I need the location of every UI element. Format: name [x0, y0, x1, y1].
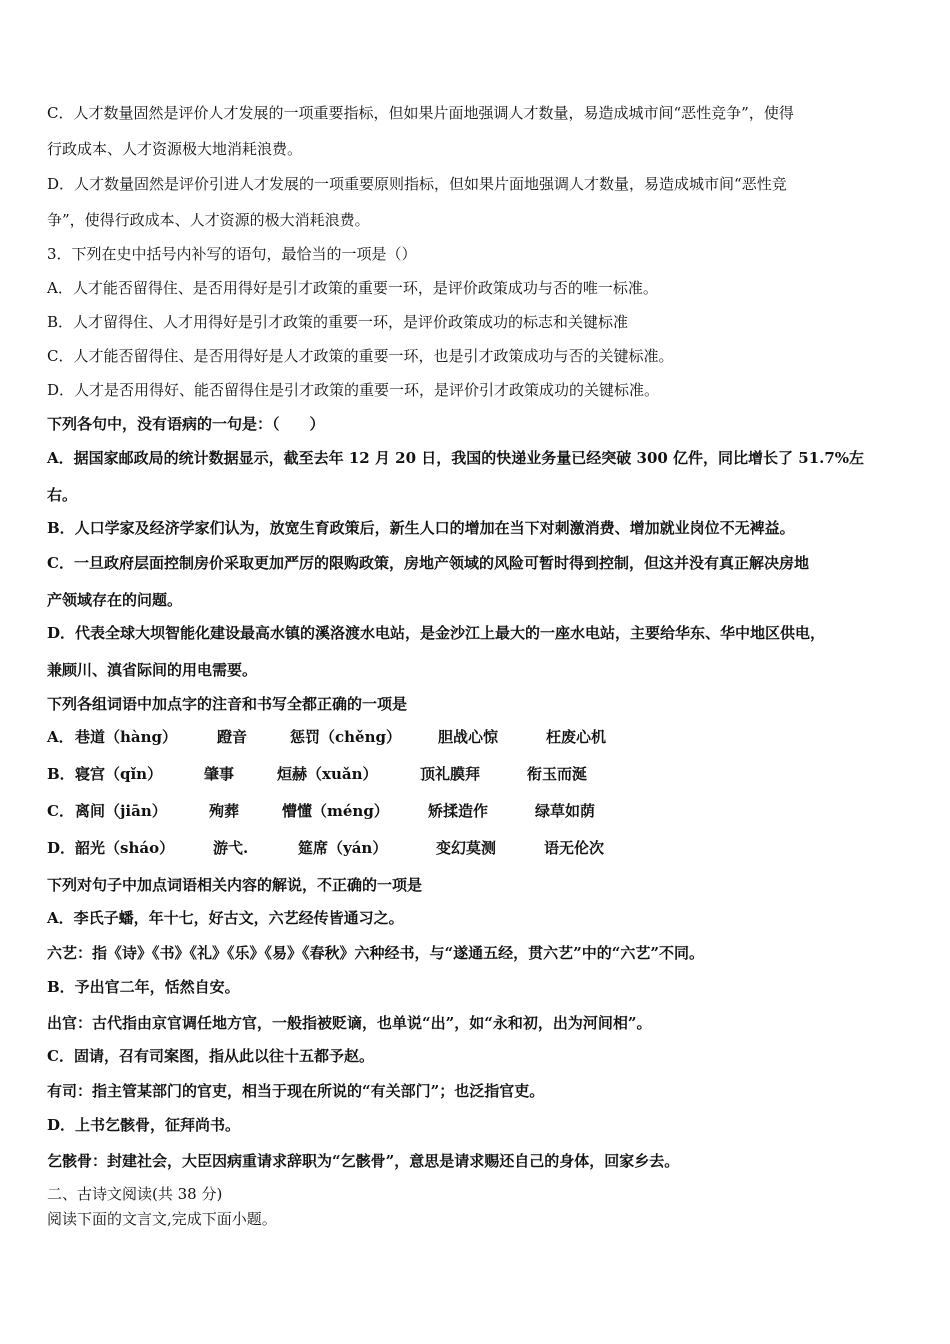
pinyin-term: 离间（jiān）	[75, 802, 167, 820]
q3-option-b: B．人才留得住、人才用得好是引才政策的重要一环，是评价政策成功的标志和关键标准	[47, 313, 629, 331]
pinyin-row-label: C．	[47, 802, 74, 820]
pinyin-term: 惩罚（chěng）	[290, 728, 401, 746]
grammar-option-c-line1: C．一旦政府层面控制房价采取更加严厉的限购政策，房地产领域的风险可暂时得到控制，但这并没有真正解决房地	[47, 554, 809, 572]
pinyin-row-label: A．	[47, 728, 74, 746]
explain-note-b: 出官：古代指由京官调任地方官，一般指被贬谪，也单说“出”，如“永和初，出为河间相”。	[47, 1014, 652, 1032]
pinyin-stem: 下列各组词语中加点字的注音和书写全都正确的一项是	[47, 695, 408, 713]
explain-note-d: 乞骸骨：封建社会，大臣因病重请求辞职为“乞骸骨”，意思是请求赐还自己的身体，回家乡去。	[47, 1152, 680, 1170]
q2-option-d-line1: D．人才数量固然是评价引进人才发展的一项重要原则指标，但如果片面地强调人才数量，易造成城市间“恶性竞	[47, 175, 787, 193]
pinyin-term: 衔玉而涎	[527, 765, 588, 783]
pinyin-term: 绿草如荫	[535, 802, 596, 820]
pinyin-term: 枉废心机	[546, 728, 607, 746]
pinyin-term: 筵席（yán）	[298, 839, 388, 857]
pinyin-term: 变幻莫测	[436, 839, 497, 857]
section2-title: 二、古诗文阅读(共 38 分)	[47, 1185, 223, 1203]
grammar-option-c-line2: 产领域存在的问题。	[47, 591, 183, 609]
section2-instruction: 阅读下面的文言文,完成下面小题。	[47, 1210, 277, 1228]
q2-option-c-line1: C．人才数量固然是评价人才发展的一项重要指标，但如果片面地强调人才数量，易造成城市间“恶性竞争”，使得	[47, 104, 794, 122]
q3-option-a: A．人才能否留得住、是否用得好是引才政策的重要一环，是评价政策成功与否的唯一标准。	[47, 279, 658, 297]
pinyin-term: 殉葬	[209, 802, 240, 820]
explain-stem: 下列对句子中加点词语相关内容的解说，不正确的一项是	[47, 876, 423, 894]
pinyin-term: 顶礼膜拜	[420, 765, 481, 783]
q3-option-d: D．人才是否用得好、能否留得住是引才政策的重要一环，是评价引才政策成功的关键标准。	[47, 381, 660, 399]
pinyin-term: 矫揉造作	[428, 802, 489, 820]
explain-option-c: C．固请，召有司案图，指从此以往十五都予赵。	[47, 1047, 374, 1065]
pinyin-term: 巷道（hàng）	[75, 728, 178, 746]
grammar-option-a-line1: A．据国家邮政局的统计数据显示，截至去年 12 月 20 日，我国的快递业务量已经突破 300 亿件，同比增长了 51.7%左	[47, 449, 865, 467]
pinyin-term: 蹬音	[217, 728, 248, 746]
q3-option-c: C．人才能否留得住、是否用得好是人才政策的重要一环，也是引才政策成功与否的关键标准。	[47, 347, 674, 365]
explain-note-a: 六艺：指《诗》《书》《礼》《乐》《易》《春秋》六种经书，与“遂通五经，贯六艺”中的“六艺”不同。	[47, 944, 705, 962]
pinyin-term: 语无伦次	[544, 839, 605, 857]
pinyin-term: 烜赫（xuǎn）	[277, 765, 378, 783]
grammar-stem: 下列各句中，没有语病的一句是：（ ）	[47, 415, 325, 433]
pinyin-row-label: B．	[47, 765, 75, 783]
explain-option-a: A．李氏子蟠，年十七，好古文，六艺经传皆通习之。	[47, 909, 404, 927]
pinyin-term: 游弋.	[213, 839, 249, 857]
q2-option-d-line2: 争”，使得行政成本、人才资源的极大消耗浪费。	[47, 211, 370, 229]
pinyin-term: 肇事	[204, 765, 235, 783]
pinyin-term: 寝宫（qǐn）	[75, 765, 163, 783]
pinyin-term: 懵懂（méng）	[282, 802, 389, 820]
explain-option-d: D．上书乞骸骨，征拜尚书。	[47, 1116, 241, 1134]
grammar-option-d-line1: D．代表全球大坝智能化建设最高水镇的溪洛渡水电站，是金沙江上最大的一座水电站，主要给华东、华中地区供电，	[47, 624, 826, 642]
explain-option-b: B．予出官二年，恬然自安。	[47, 978, 240, 996]
pinyin-term: 胆战心惊	[438, 728, 499, 746]
grammar-option-d-line2: 兼顾川、滇省际间的用电需要。	[47, 661, 258, 679]
grammar-option-a-line2: 右。	[47, 486, 78, 504]
pinyin-row-label: D．	[47, 839, 76, 857]
explain-note-c: 有司：指主管某部门的官吏，相当于现在所说的“有关部门”；也泛指官吏。	[47, 1082, 545, 1100]
grammar-option-b: B．人口学家及经济学家们认为，放宽生育政策后，新生人口的增加在当下对刺激消费、增加就业岗位不无裨益。	[47, 519, 795, 537]
pinyin-term: 韶光（sháo）	[75, 839, 175, 857]
q2-option-c-line2: 行政成本、人才资源极大地消耗浪费。	[47, 140, 303, 158]
q3-stem: 3．下列在史中括号内补写的语句，最恰当的一项是（）	[47, 245, 417, 263]
